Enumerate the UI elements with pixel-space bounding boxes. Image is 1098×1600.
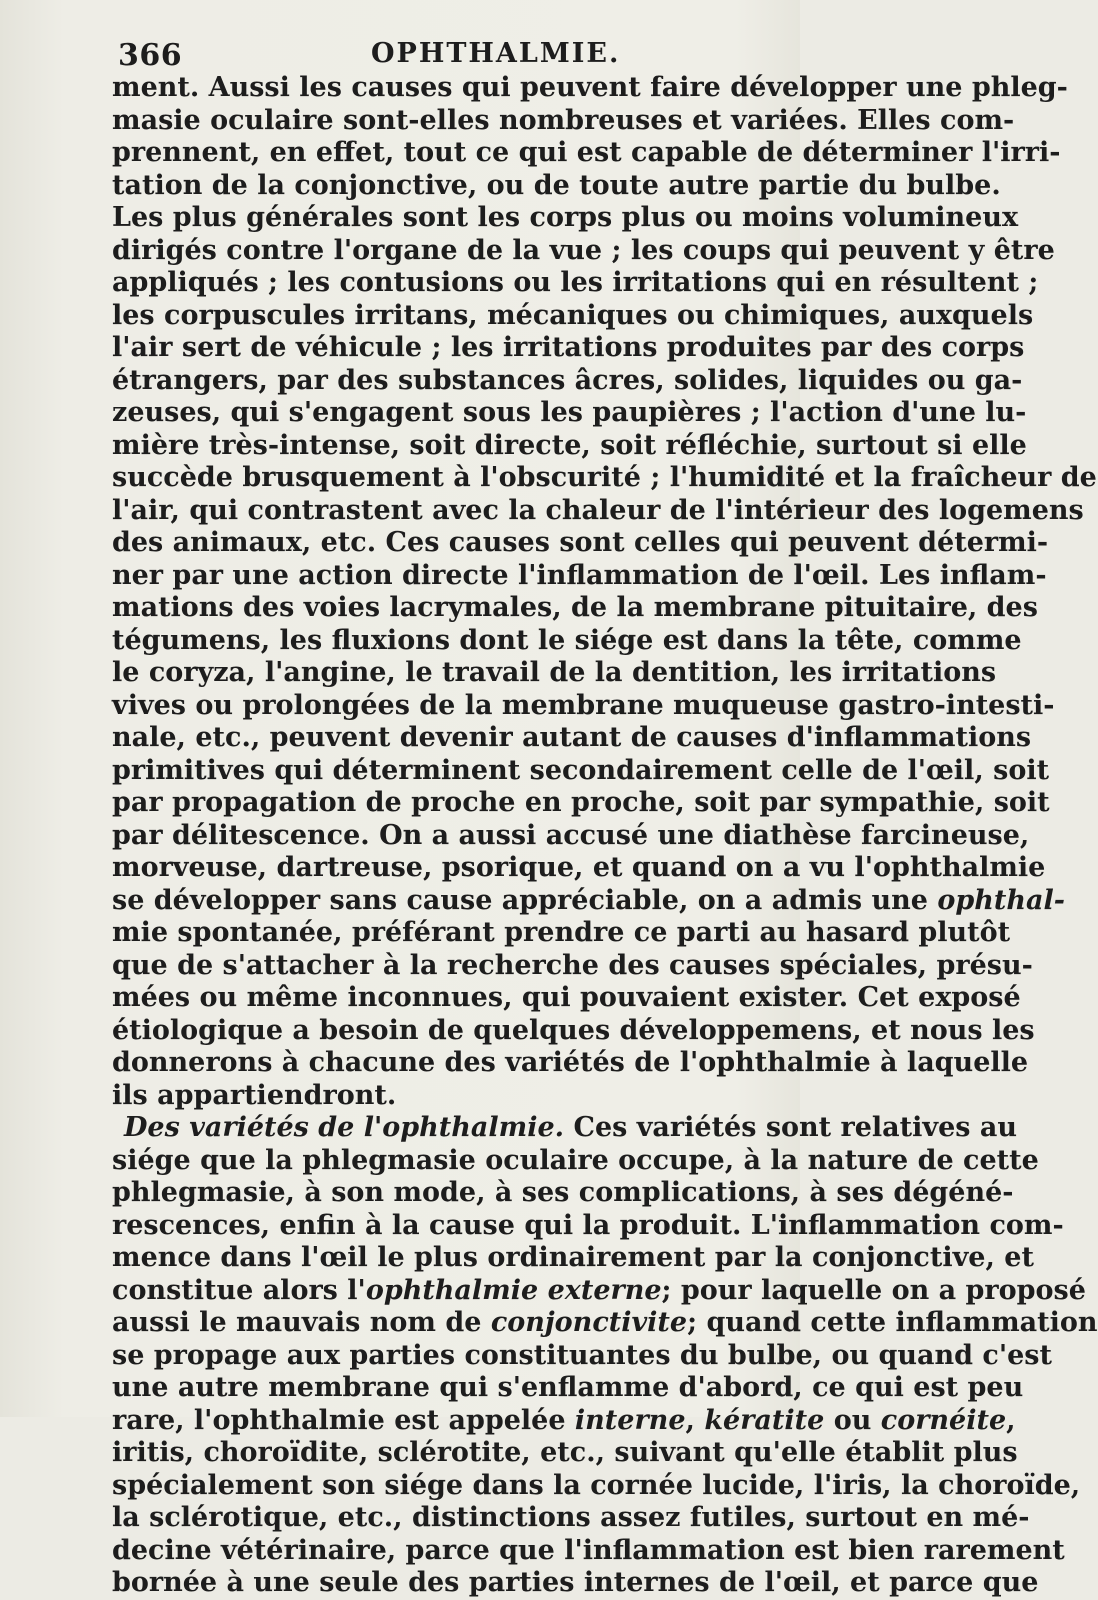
text-line: decine vétérinaire, parce que l'inflammation est bien rarement [112,1534,1065,1566]
text-line: ner par une action directe l'inflammation de l'œil. Les inflam- [112,559,1047,591]
text-line: mie spontanée, préférant prendre ce parti au hasard plutôt [112,917,1011,948]
text-fragment: ; pour laquelle on a proposé [661,1274,1086,1306]
text-line: bornée à une seule des parties internes de l'œil, et parce que [112,1567,1039,1598]
italic-term: conjonctivite [490,1307,688,1338]
text-fragment: se développer sans cause appréciable, on a admis une [112,884,928,916]
text-fragment: rare, l'ophthalmie est appelée [112,1404,566,1436]
section-heading: Des variétés de l'ophthalmie. [124,1112,565,1143]
italic-term: ophthalmie externe [365,1274,662,1306]
text-line: rescences, enfin à la cause qui la produit. L'inflammation com- [112,1209,1064,1241]
text-line: une autre membrane qui s'enflamme d'abord, ce qui est peu [112,1372,1024,1403]
text-fragment: ; quand cette inflammation [687,1307,1098,1338]
text-line: que de s'attacher à la recherche des causes spéciales, présu- [112,949,1033,981]
text-line: nale, etc., peuvent devenir autant de causes d'inflammations [112,722,1032,753]
text-line: les corpuscules irritans, mécaniques ou chimiques, auxquels [112,299,1034,331]
text-line: donnerons à chacune des variétés de l'ophthalmie à laquelle [112,1047,1029,1078]
text-line: spécialement son siége dans la cornée lucide, l'iris, la choroïde, [112,1469,1081,1501]
text-line: primitives qui déterminent secondairement celle de l'œil, soit [112,754,1050,786]
text-line: mations des voies lacrymales, de la membrane pituitaire, des [112,592,1038,623]
text-line: par délitescence. On a aussi accusé une diathèse farcineuse, [112,819,1030,851]
text-line: prennent, en effet, tout ce qui est capable de déterminer l'irri- [112,137,1061,168]
text-line: le coryza, l'angine, le travail de la dentition, les irritations [112,657,997,688]
text-line: étiologique a besoin de quelques développemens, et nous les [112,1014,1035,1046]
text-line [112,1274,1086,1308]
text-line: mence dans l'œil le plus ordinairement par la conjonctive, et [112,1242,1034,1273]
text-line: phlegmasie, à son mode, à ses complications, à ses dégéné- [112,1177,1014,1208]
section-heading-line [112,1112,1018,1145]
text-fragment: , [685,1404,695,1436]
text-line: la sclérotique, etc., distinctions assez futiles, surtout en mé- [112,1502,1030,1533]
italic-term: kératite [704,1404,825,1436]
text-line: par propagation de proche en proche, soit par sympathie, soit [112,787,1050,818]
text-line: succède brusquement à l'obscurité ; l'humidité et la fraîcheur de [112,462,1097,493]
text-line: ment. Aussi les causes qui peuvent faire développer une phleg- [112,72,1068,103]
text-line [112,884,1065,918]
page-header [118,38,621,73]
text-line [112,1307,1098,1340]
text-line: tation de la conjonctive, ou de toute autre partie du bulbe. [112,169,1001,201]
italic-term: interne [574,1404,686,1436]
text-line: zeuses, qui s'engagent sous les paupières ; l'action d'une lu- [112,397,1027,428]
text-line: masie oculaire sont-elles nombreuses et variées. Elles com- [112,104,1015,136]
text-fragment: constitue alors l' [112,1274,366,1306]
text-line: mées ou même inconnues, qui pouvaient exister. Cet exposé [112,982,1021,1013]
text-line: tégumens, les fluxions dont le siége est dans la tête, comme [112,624,1022,656]
text-line: l'air sert de véhicule ; les irritations produites par des corps [112,332,1025,363]
text-line: vives ou prolongées de la membrane muqueuse gastro-intesti- [112,689,1055,721]
running-title: OPHTHALMIE. [371,38,621,69]
text-line: dirigés contre l'organe de la vue ; les coups qui peuvent y être [112,234,1055,266]
text-line: Les plus générales sont les corps plus ou moins volumineux [112,202,1019,233]
text-line: appliqués ; les contusions ou les irritations qui en résultent ; [112,267,1039,298]
text-fragment: aussi le mauvais nom de [112,1307,482,1338]
text-line: ils appartiendront. [112,1079,397,1111]
text-line: rare, l'ophthalmie est appelée interne, kératite ou cornéite, [112,1404,1016,1436]
text-line: iritis, choroïdite, sclérotite, etc., suivant qu'elle établit plus [112,1437,1018,1468]
text-line: des animaux, etc. Ces causes sont celles qui peuvent détermi- [112,527,1049,558]
text-fragment: ou [833,1404,872,1436]
italic-term: ophthal- [937,884,1065,916]
text-line: siége que la phlegmasie oculaire occupe, à la nature de cette [112,1144,1039,1176]
page-number: 366 [118,38,183,73]
text-line: se propage aux parties constituantes du bulbe, ou quand c'est [112,1339,1052,1371]
text-line: l'air, qui contrastent avec la chaleur de l'intérieur des logemens [112,494,1084,526]
text-body [112,72,1098,1600]
text-line: morveuse, dartreuse, psorique, et quand on a vu l'ophthalmie [112,852,1046,883]
italic-term: cornéite [880,1404,1007,1436]
text-line: étrangers, par des substances âcres, solides, liquides ou ga- [112,364,1023,396]
text-line: mière très-intense, soit directe, soit réfléchie, surtout si elle [112,429,1027,461]
text-fragment: Ces variétés sont relatives au [573,1112,1018,1143]
